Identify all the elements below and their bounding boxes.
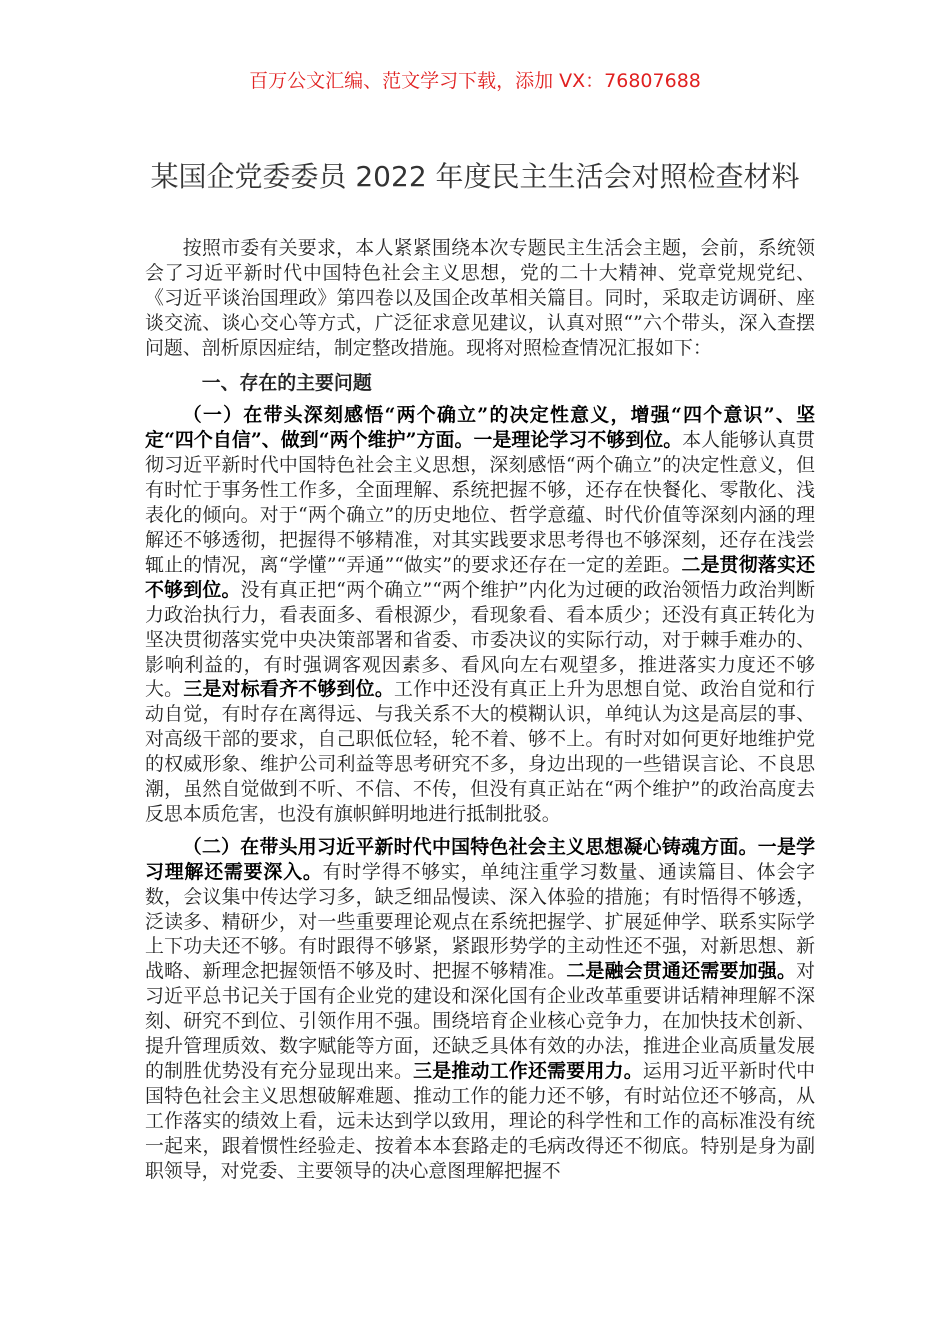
- bold-lead: 三是推动工作还需要用力。: [413, 1060, 643, 1082]
- paragraph-text: 本人能够认真贯彻习近平新时代中国特色社会主义思想，深刻感悟“两个确立”的决定性意义，但有时忙于事务性工作多，全面理解、系统把握不够，还存在快餐化、零散化、浅表化的倾向。对于“两个确立”的历史地位、哲学意蕴、时代价值等深刻内涵的理解还不够透彻，把握得不够精准，对其实践要求思考得也不够深刻，还存在浅尝辄止的情况，离“学懂”“弄通”“做实”的要求还存在一定的差距。: [145, 429, 816, 576]
- bold-lead: （二）在带头用习近平新时代中国特色社会主义思想凝心铸魂方面。一是学习理解还需要深入。: [145, 835, 815, 883]
- bold-lead: 三是对标看齐不够到位。: [183, 678, 394, 701]
- document-body: [145, 236, 815, 1184]
- paragraph-text: 没有真正把“两个确立”“两个维护”内化为过硬的政治领悟力政治判断力政治执行力，看表面多、看根源少，看现象看、看本质少；还没有真正转化为坚决贯彻落实党中央决策部署和省委、市委决议的实际行动，对于棘手难办的、影响利益的，有时强调客观因素多、看风向左右观望多，推进落实力度还不够大。: [145, 578, 815, 701]
- bold-lead: 二是融会贯通还需要加强。: [566, 960, 797, 983]
- paragraph-text: 运用习近平新时代中国特色社会主义思想破解难题、推动工作的能力还不够，有时站位还不够高，从工作落实的绩效上看，远未达到学以致用，理论的科学性和工作的高标准没有统一起来，跟着惯性经验走、按着本本套路走的毛病改得还不彻底。特别是身为副职领导，对党委、主要领导的决心意图理解把握不: [145, 1060, 816, 1182]
- document-title: 某国企党委委员 2022 年度民主生活会对照检查材料: [150, 160, 800, 193]
- download-banner: 百万公文汇编、范文学习下载，添加 VX：76807688: [249, 70, 701, 92]
- bold-lead: （一）在带头深刻感悟“两个确立”的决定性意义，增强“四个意识”、坚定“四个自信”、做到“两个维护”方面。一是理论学习不够到位。: [145, 404, 815, 452]
- paragraph-text: 有时学得不够实，单纯注重学习数量、通读篇目、体会字数，会议集中传达学习多，缺乏细品慢读、深入体验的措施；有时悟得不够透，泛读多、精研少，对一些重要理论观点在系统把握学、扩展延伸学、联系实际学上下功夫还不够。有时跟得不够紧，紧跟形势学的主动性还不强，对新思想、新战略、新理念把握领悟不够及时、把握不够精准。: [145, 860, 816, 983]
- paragraph-1: [145, 403, 815, 826]
- section-heading: 一、存在的主要问题: [201, 371, 372, 394]
- paragraph-text: 对习近平总书记关于国有企业党的建设和深化国有企业改革重要讲话精神理解不深刻、研究不到位、引领作用不强。围绕培育企业核心竞争力，在加快技术创新、提升管理质效、数字赋能等方面，还缺乏具体有效的办法，推进企业高质量发展的制胜优势没有充分显现出来。: [145, 960, 816, 1082]
- paragraph-text: 工作中还没有真正上升为思想自觉、政治自觉和行动自觉，有时存在离得远、与我关系不大的模糊认识，单纯认为这是高层的事、对高级干部的要求，自己职低位轻，轮不着、够不上。有时对如何更好地维护党的权威形象、维护公司利益等思考研究不多，身边出现的一些错误言论、不良思潮，虽然自觉做到不听、不信、不传，但没有真正站在“两个维护”的政治高度去反思本质危害，也没有旗帜鲜明地进行抵制批驳。: [145, 678, 816, 825]
- paragraph-2: [145, 835, 815, 1184]
- bold-lead: 二是贯彻落实还不够到位。: [145, 553, 815, 601]
- intro-paragraph: 按照市委有关要求，本人紧紧围绕本次专题民主生活会主题，会前，系统领会了习近平新时代中国特色社会主义思想，党的二十大精神、党章党规党纪、《习近平谈治国理政》第四卷以及国企改革相关篇目。同时，采取走访调研、座谈交流、谈心交心等方式，广泛征求意见建议，认真对照“”六个带头，深入查摆问题、剖析原因症结，制定整改措施。现将对照检查情况汇报如下：: [145, 237, 815, 359]
